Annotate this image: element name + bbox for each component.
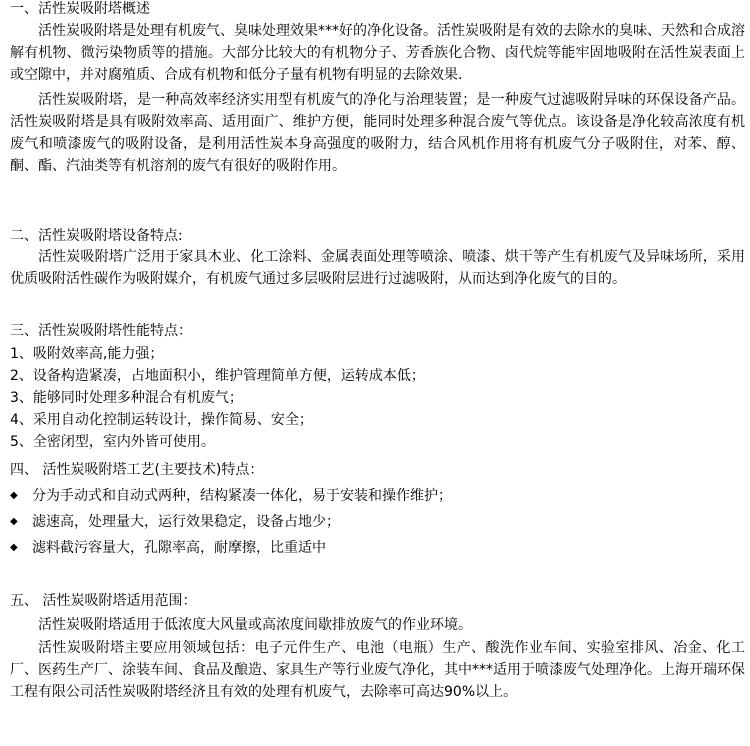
list-item: 5、全密闭型，室内外皆可使用。: [10, 434, 215, 450]
paragraph: 活性炭吸附塔广泛用于家具木业、化工涂料、金属表面处理等喷涂、喷漆、烘干等产生有机废气及异味场所，采用优质吸附活性碳作为吸附媒介，有机废气通过多层吸附层进行过滤吸附，从而达到净化废气的目的。: [10, 249, 745, 287]
list-item-text: 分为手动式和自动式两种，结构紧凑一体化，易于安装和操作维护；: [32, 488, 452, 504]
diamond-bullet-icon: ◆: [10, 516, 18, 527]
section-process-features: [0, 461, 452, 561]
section-heading: 四、 活性炭吸附塔工艺(主要技术)特点：: [10, 462, 264, 478]
diamond-bullet-icon: ◆: [10, 542, 18, 553]
list-item: [10, 509, 452, 535]
section-heading: 五、 活性炭吸附塔适用范围：: [10, 593, 197, 609]
section-heading: 一、活性炭吸附塔概述: [10, 1, 150, 17]
section-equipment-features: [0, 227, 745, 290]
paragraph: 活性炭吸附塔是处理有机废气、臭味处理效果***好的净化设备。活性炭吸附是有效的去除水的臭味、天然和合成溶解有机物、微污染物质等的措施。大部分比较大的有机物分子、芳香族化合物、卤代烷等能牢固地吸附在活性炭表面上或空隙中，并对腐殖质、合成有机物和低分子量有机物有明显的去除效果.: [10, 23, 745, 83]
list-item: 4、采用自动化控制运转设计，操作简易、安全；: [10, 412, 313, 428]
list-item: [10, 483, 452, 509]
list-item: 1、吸附效率高,能力强；: [10, 346, 164, 362]
list-item: [10, 535, 452, 561]
section-overview: [0, 0, 745, 177]
paragraph: 活性炭吸附塔，是一种高效率经济实用型有机废气的净化与治理装置；是一种废气过滤吸附异味的环保设备产品。活性炭吸附塔是具有吸附效率高、适用面广、维护方便，能同时处理多种混合废气等优点。该设备是净化较高浓度有机废气和喷漆废气的吸附设备，是利用活性炭本身高强度的吸附力，结合风机作用将有机废气分子吸附住，对苯、醇、酮、酯、汽油类等有机溶剂的废气有很好的吸附作用。: [10, 92, 745, 174]
section-heading: 二、活性炭吸附塔设备特点:: [10, 228, 183, 244]
section-heading: 三、活性炭吸附塔性能特点：: [10, 323, 192, 339]
list-item: 3、能够同时处理多种混合有机废气；: [10, 390, 243, 406]
section-application-scope: [0, 592, 745, 703]
list-item: 2、设备构造紧凑，占地面积小，维护管理简单方便，运转成本低；: [10, 368, 425, 384]
section-performance-features: [0, 322, 425, 453]
list-item-text: 滤料截污容量大，孔隙率高，耐摩擦，比重适中: [32, 540, 326, 556]
paragraph: 活性炭吸附塔适用于低浓度大风量或高浓度间歇排放废气的作业环境。: [38, 617, 472, 633]
diamond-bullet-icon: ◆: [10, 490, 18, 501]
list-item-text: 滤速高，处理量大，运行效果稳定，设备占地少；: [32, 514, 340, 530]
paragraph: 活性炭吸附塔主要应用领域包括：电子元件生产、电池（电瓶）生产、酸洗作业车间、实验室排风、冶金、化工厂、医药生产厂、涂装车间、食品及酿造、家具生产等行业废气净化，其中***适用于喷漆废气处理净化。上海开瑞环保工程有限公司活性炭吸附塔经济且有效的处理有机废气，去除率可高达90%以上。: [10, 640, 745, 700]
